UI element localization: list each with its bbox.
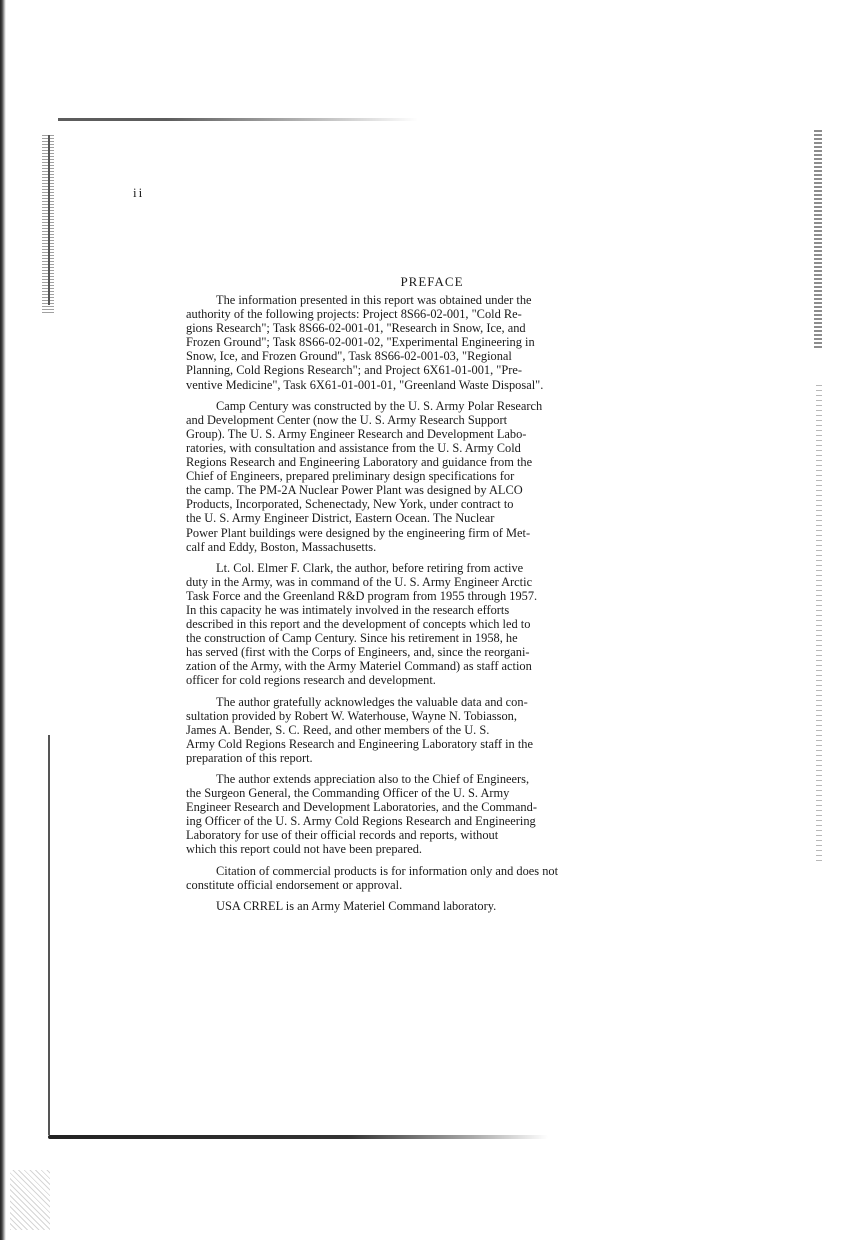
- text-line: duty in the Army, was in command of the U. S. Army Engineer Arctic: [186, 574, 533, 589]
- text-line: which this report could not have been prepared.: [186, 842, 423, 857]
- page-title: PREFACE: [400, 274, 464, 289]
- text-line: the camp. The PM-2A Nuclear Power Plant was designed by ALCO: [186, 483, 523, 498]
- text-line: Lt. Col. Elmer F. Clark, the author, before retiring from active: [216, 560, 524, 575]
- text-line: James A. Bender, S. C. Reed, and other members of the U. S.: [186, 722, 490, 737]
- preface-body: [186, 293, 676, 920]
- scan-right-edge: [814, 130, 822, 350]
- text-line: gions Research"; Task 8S66-02-001-01, "Research in Snow, Ice, and: [186, 321, 526, 336]
- text-line: and Development Center (now the U. S. Army Research Support: [186, 412, 508, 427]
- text-line: described in this report and the development of concepts which led to: [186, 617, 531, 632]
- text-line: Power Plant buildings were designed by the engineering firm of Met-: [186, 525, 531, 540]
- scan-left-edge: [0, 0, 6, 1240]
- paragraph: [186, 899, 676, 913]
- text-line: Planning, Cold Regions Research"; and Project 6X61-01-001, "Pre-: [186, 363, 523, 378]
- text-line: sultation provided by Robert W. Waterhouse, Wayne N. Tobiasson,: [186, 708, 517, 723]
- text-line: Citation of commercial products is for information only and does not: [216, 863, 559, 878]
- text-line: preparation of this report.: [186, 750, 313, 765]
- text-line: Products, Incorporated, Schenectady, New York, under contract to: [186, 497, 514, 512]
- text-line: the construction of Camp Century. Since his retirement in 1958, he: [186, 631, 518, 646]
- text-line: In this capacity he was intimately involved in the research efforts: [186, 602, 510, 617]
- scan-top-rule: [58, 118, 418, 121]
- text-line: ing Officer of the U. S. Army Cold Regions Research and Engineering: [186, 814, 536, 829]
- paragraph: [186, 772, 676, 857]
- scan-corner-noise: [10, 1170, 50, 1230]
- paragraph: [186, 399, 676, 554]
- text-line: constitute official endorsement or approval.: [186, 877, 403, 892]
- text-line: officer for cold regions research and development.: [186, 673, 436, 688]
- text-line: the U. S. Army Engineer District, Eastern Ocean. The Nuclear: [186, 511, 495, 526]
- text-line: Regions Research and Engineering Laboratory and guidance from the: [186, 455, 533, 470]
- text-line: Army Cold Regions Research and Engineering Laboratory staff in the: [186, 736, 533, 751]
- text-line: Frozen Ground"; Task 8S66-02-001-02, "Experimental Engineering in: [186, 335, 535, 350]
- text-line: Engineer Research and Development Laboratories, and the Command-: [186, 800, 537, 815]
- scan-bottom-rule: [48, 1135, 548, 1139]
- text-line: The information presented in this report was obtained under the: [216, 293, 532, 307]
- text-line: The author extends appreciation also to the Chief of Engineers,: [216, 772, 530, 786]
- text-line: ventive Medicine", Task 6X61-01-001-01, "Greenland Waste Disposal".: [186, 377, 544, 392]
- text-line: has served (first with the Corps of Engineers, and, since the reorgani-: [186, 645, 530, 660]
- text-line: Camp Century was constructed by the U. S. Army Polar Research: [216, 398, 543, 413]
- paragraph: [186, 864, 676, 892]
- text-line: Snow, Ice, and Frozen Ground", Task 8S66-02-001-03, "Regional: [186, 349, 512, 364]
- text-line: calf and Eddy, Boston, Massachusetts.: [186, 539, 377, 554]
- text-line: Group). The U. S. Army Engineer Research and Development Labo-: [186, 426, 527, 441]
- scan-right-edge: [816, 385, 822, 865]
- text-line: Chief of Engineers, prepared preliminary design specifications for: [186, 469, 515, 484]
- text-line: zation of the Army, with the Army Materiel Command) as staff action: [186, 659, 532, 674]
- text-line: the Surgeon General, the Commanding Officer of the U. S. Army: [186, 786, 510, 801]
- text-line: The author gratefully acknowledges the valuable data and con-: [216, 694, 528, 709]
- page-number: ii: [133, 185, 145, 200]
- text-line: ratories, with consultation and assistance from the U. S. Army Cold: [186, 440, 521, 455]
- text-line: authority of the following projects: Project 8S66-02-001, "Cold Re-: [186, 307, 522, 322]
- paragraph: [186, 695, 676, 765]
- scan-left-line: [48, 735, 50, 1135]
- text-line: Laboratory for use of their official records and reports, without: [186, 828, 499, 843]
- paragraph: [186, 561, 676, 688]
- text-line: Task Force and the Greenland R&D program from 1955 through 1957.: [186, 588, 538, 603]
- paragraph: [186, 293, 676, 392]
- text-line: USA CRREL is an Army Materiel Command laboratory.: [216, 898, 497, 913]
